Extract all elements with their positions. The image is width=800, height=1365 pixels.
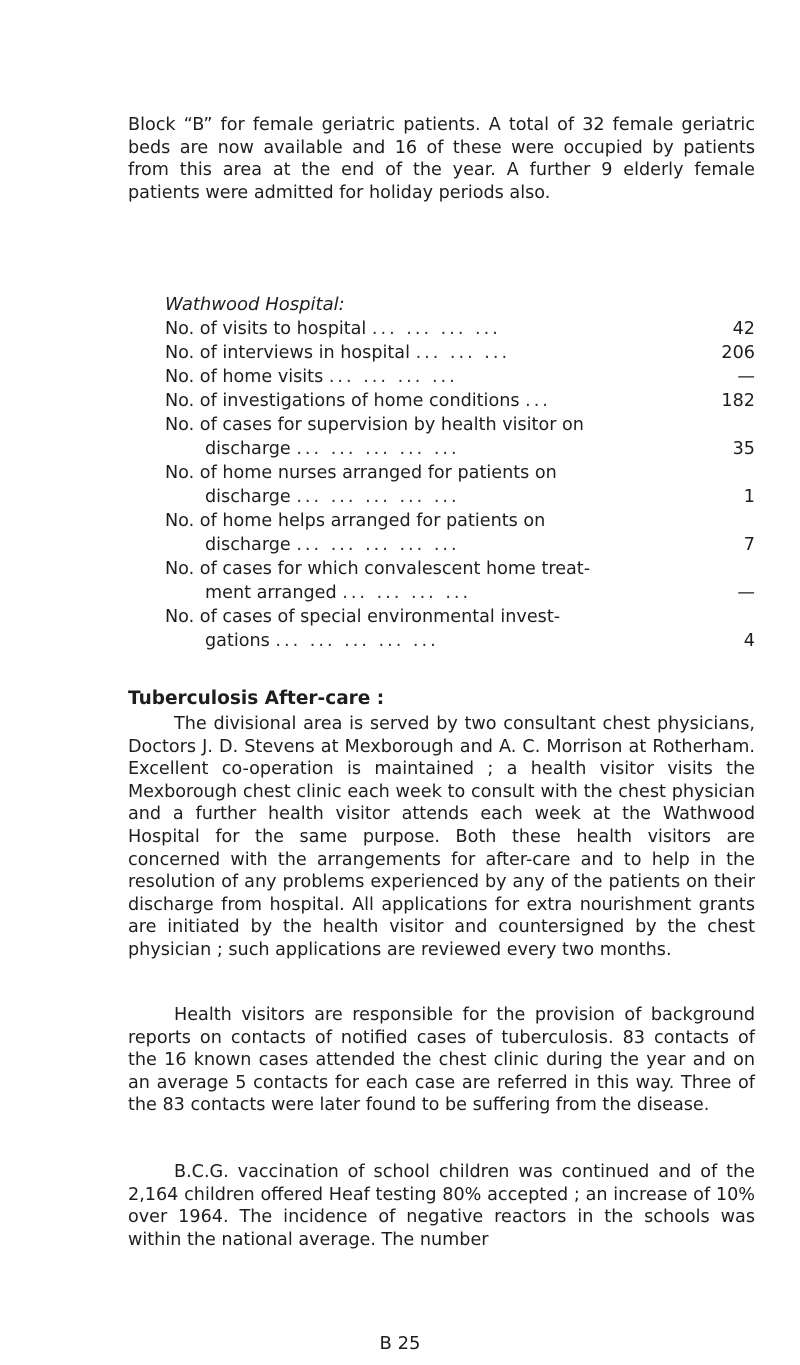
- tb-paragraph-2: Health visitors are responsible for the provision of background reports on contacts of notified cases of tuberculosis. 83 contacts of the 16 known cases attended the chest clinic during the year and on an average 5 contacts for each case are referred in this way. Three of the 83 contacts were later found to be suffering from the disease.: [128, 1005, 755, 1116]
- tb-paragraph-1: The divisional area is served by two consultant chest physicians, Doctors J. D. Stevens at Mexborough and A. C. Morrison at Rotherham. Excellent co-operation is maintained ; a health visitor visits the Mexborough chest clinic each week to consult with the chest physician and a further health visitor attends each week at the Wathwood Hospital for the same purpose. Both these health visitors are concerned with the arrangements for after-care and to help in the resolution of any problems experienced by any of the patients on their discharge from hospital. All applications for extra nourishment grants are initiated by the health visitor and countersigned by the chest physician ; such applications are reviewed every two months.: [128, 714, 755, 960]
- stat-label-continued: discharge: [205, 439, 291, 459]
- intro-paragraph: Block “B” for female geriatric patients. A total of 32 female geriatric beds are now available and 16 of these were occupied by patients from this area at the end of the year. A further 9 elderly female patients were admitted for holiday periods also.: [128, 115, 755, 203]
- stat-value: 42: [732, 319, 755, 339]
- stat-value: 206: [721, 343, 755, 363]
- stat-value: 1: [743, 487, 755, 507]
- stat-label-continued: ment arranged: [205, 583, 337, 603]
- stat-value: 4: [743, 631, 755, 651]
- stat-row-convalescent: No. of cases for which convalescent home treat- ment arranged ... ... ... ... —: [165, 559, 755, 603]
- stat-value: 182: [721, 391, 755, 411]
- stat-row-visits: No. of visits to hospital ... ... ... ... 42: [165, 319, 755, 339]
- stat-row-home-nurses: No. of home nurses arranged for patients on discharge ... ... ... ... ... 1: [165, 463, 755, 507]
- stat-label: No. of cases of special environmental invest-: [165, 607, 561, 627]
- stat-label: No. of interviews in hospital: [165, 343, 410, 363]
- stat-label: No. of cases for which convalescent home treat-: [165, 559, 591, 579]
- stat-row-supervision: No. of cases for supervision by health visitor on discharge ... ... ... ... ... 35: [165, 415, 755, 459]
- stat-value: 7: [743, 535, 755, 555]
- stat-label: No. of investigations of home conditions: [165, 391, 520, 411]
- wathwood-stats-list: [165, 317, 755, 653]
- stat-label-continued: gations: [205, 631, 270, 651]
- page-number: B 25: [379, 1333, 421, 1354]
- wathwood-hospital-title: Wathwood Hospital:: [165, 294, 345, 315]
- stat-value: 35: [732, 439, 755, 459]
- stat-row-environmental: No. of cases of special environmental invest- gations ... ... ... ... ... 4: [165, 607, 755, 651]
- stat-value: —: [737, 583, 755, 603]
- stat-label-continued: discharge: [205, 535, 291, 555]
- stat-label: No. of cases for supervision by health visitor on: [165, 415, 584, 435]
- stat-row-interviews: No. of interviews in hospital ... ... ... 206: [165, 343, 755, 363]
- stat-label: No. of home nurses arranged for patients on: [165, 463, 557, 483]
- tuberculosis-heading: Tuberculosis After-care :: [128, 688, 385, 709]
- stat-label-continued: discharge: [205, 487, 291, 507]
- stat-label: No. of home helps arranged for patients on: [165, 511, 546, 531]
- tb-paragraph-3: B.C.G. vaccination of school children was continued and of the 2,164 children offered Heaf testing 80% accepted ; an increase of 10% over 1964. The incidence of negative reactors in the schools was within the national average. The number: [128, 1162, 755, 1250]
- stat-label: No. of home visits: [165, 367, 324, 387]
- stat-row-investigations: No. of investigations of home conditions ... 182: [165, 391, 755, 411]
- stat-row-home-visits: No. of home visits ... ... ... ... —: [165, 367, 755, 387]
- stat-value: —: [737, 367, 755, 387]
- stat-row-home-helps: No. of home helps arranged for patients on discharge ... ... ... ... ... 7: [165, 511, 755, 555]
- stat-label: No. of visits to hospital: [165, 319, 367, 339]
